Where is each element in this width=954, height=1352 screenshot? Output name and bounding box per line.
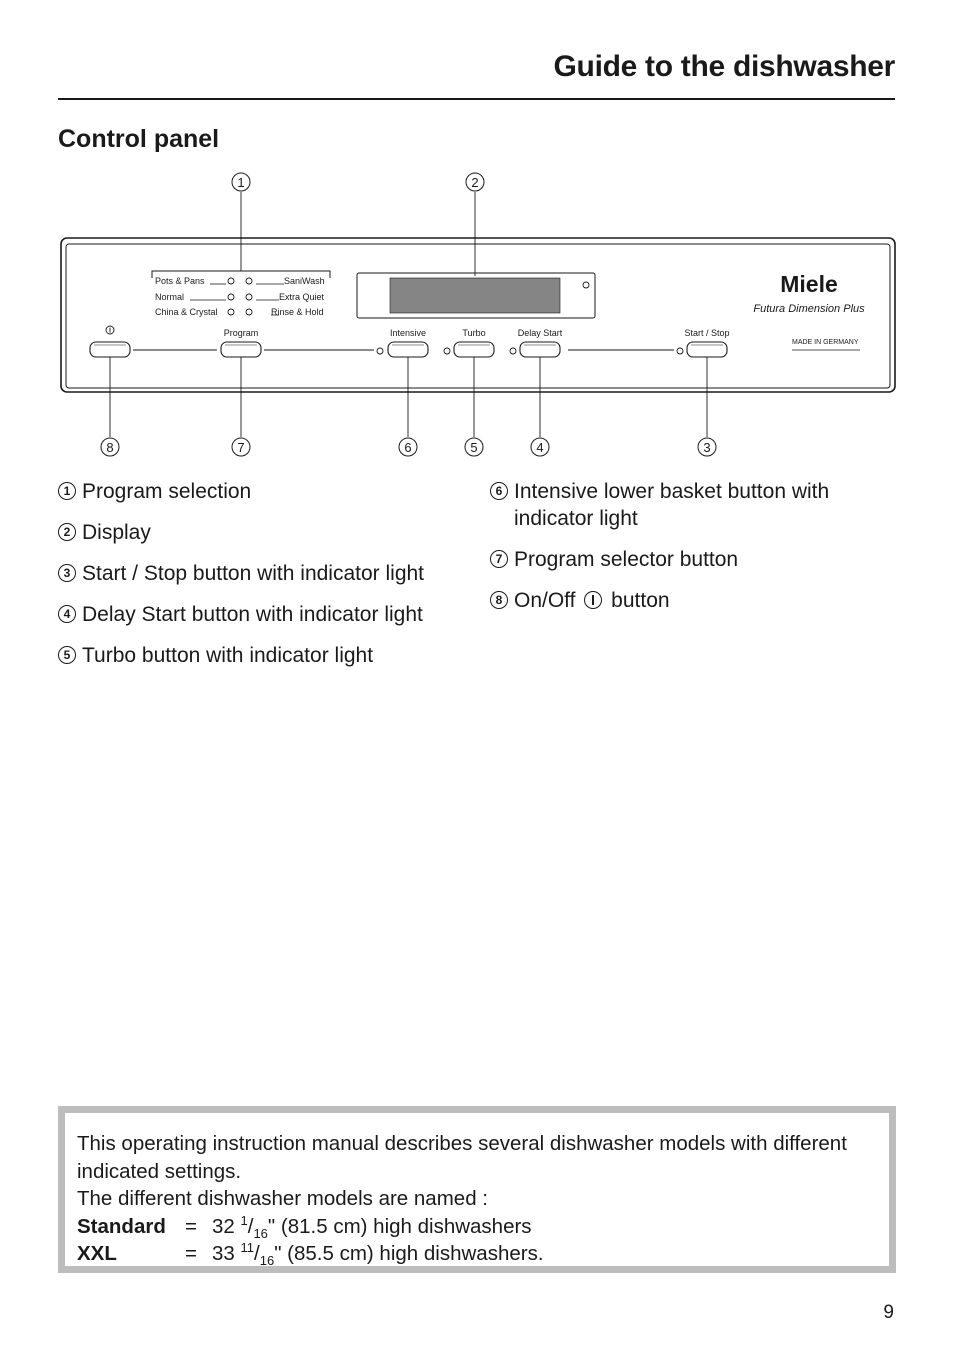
- delay-start-button-label: Delay Start: [517, 328, 563, 338]
- legend-number-badge: 7: [490, 550, 508, 568]
- delay-start-indicator-light: [510, 348, 516, 354]
- turbo-button-label: Turbo: [462, 328, 486, 338]
- note-line-2: The different dishwasher models are named :: [77, 1187, 488, 1210]
- legend-item: [58, 642, 478, 669]
- display-screen: [390, 278, 560, 313]
- callout-5: 5: [470, 440, 478, 455]
- legend-item: [58, 601, 478, 628]
- callout-1: 1: [237, 175, 245, 190]
- delay-start-button[interactable]: [520, 342, 560, 357]
- callout-8: 8: [106, 440, 114, 455]
- note-box: [58, 1106, 896, 1273]
- start-stop-button[interactable]: [687, 342, 727, 357]
- program-label-rinse-hold: Rinse & Hold: [271, 307, 324, 317]
- legend-item: [490, 587, 890, 614]
- callout-4: 4: [536, 440, 544, 455]
- fraction-denominator: 16: [259, 1253, 275, 1269]
- legend-number-badge: 6: [490, 482, 508, 500]
- legend-number-badge: 8: [490, 591, 508, 609]
- power-icon: [584, 591, 602, 609]
- legend-text: Start / Stop button with indicator light: [82, 562, 425, 585]
- note-value-standard: 32 $^1/_{16}$" (81.5 cm) high dishwashers: [212, 1212, 532, 1241]
- callout-6: 6: [404, 440, 412, 455]
- legend-number-badge: 5: [58, 646, 76, 664]
- note-content: [65, 1113, 889, 1269]
- brand-logo: Miele: [780, 271, 838, 297]
- program-selector-button[interactable]: [221, 342, 261, 357]
- display-indicator-light: [583, 282, 589, 288]
- value-whole: 33: [212, 1242, 235, 1265]
- page-number: 9: [883, 1302, 894, 1323]
- control-panel-diagram: [0, 0, 954, 480]
- series-name: Futura Dimension Plus: [753, 303, 865, 315]
- legend-text: Delay Start button with indicator light: [82, 603, 423, 626]
- program-label-china-crystal: China & Crystal: [155, 307, 218, 317]
- legend-right-column: [490, 478, 890, 628]
- legend-item: [58, 478, 478, 505]
- power-icon: [106, 326, 114, 334]
- on-off-button[interactable]: [90, 342, 130, 357]
- legend-item: [58, 560, 478, 587]
- legend-left-column: [58, 478, 478, 683]
- turbo-indicator-light: [444, 348, 450, 354]
- value-whole: 32: [212, 1214, 235, 1238]
- callout-3: 3: [703, 440, 711, 455]
- intensive-indicator-light: [377, 348, 383, 354]
- program-indicator-lights: [228, 278, 252, 315]
- program-button-label: Program: [223, 328, 259, 338]
- legend-item: [58, 519, 478, 546]
- note-key-xxl: XXL: [77, 1242, 117, 1265]
- fraction-numerator: 11: [240, 1240, 255, 1256]
- value-rest: " (81.5 cm) high dishwashers: [267, 1214, 532, 1238]
- legend-text: Turbo button with indicator light: [82, 644, 374, 667]
- note-row-standard: [77, 1213, 877, 1241]
- start-stop-indicator-light: [677, 348, 683, 354]
- legend-text-after-icon: button: [611, 589, 670, 612]
- program-label-pots-pans: Pots & Pans: [155, 276, 205, 286]
- note-value-xxl: 33 $^{11}/_{16}$" (85.5 cm) high dishwashers.: [212, 1240, 544, 1269]
- legend-text: Program selector button: [514, 548, 739, 571]
- page-title: Guide to the dishwasher: [553, 50, 895, 83]
- start-stop-button-label: Start / Stop: [684, 328, 730, 338]
- legend-number-badge: 1: [58, 482, 76, 500]
- section-heading: Control panel: [58, 125, 220, 153]
- program-label-normal: Normal: [155, 292, 185, 302]
- program-label-saniwash: SaniWash: [284, 276, 325, 286]
- made-in-label: MADE IN GERMANY: [792, 339, 859, 346]
- program-labels-left: [155, 276, 218, 317]
- legend-text-before-icon: On/Off: [514, 589, 576, 612]
- intensive-button-label: Intensive: [389, 328, 427, 338]
- legend-text: [514, 587, 670, 614]
- note-row-xxl: [77, 1240, 877, 1268]
- turbo-button[interactable]: [454, 342, 494, 357]
- fraction-numerator: 1: [240, 1212, 248, 1228]
- intensive-button[interactable]: [388, 342, 428, 357]
- program-labels-right: [271, 276, 325, 317]
- legend-number-badge: 3: [58, 564, 76, 582]
- value-rest: " (85.5 cm) high dishwashers.: [274, 1242, 544, 1265]
- callout-2: 2: [471, 175, 479, 190]
- legend-text: Program selection: [82, 480, 252, 503]
- program-label-extra-quiet: Extra Quiet: [279, 292, 325, 302]
- legend-item: [490, 546, 890, 573]
- legend-text: Display: [82, 521, 151, 544]
- fraction-denominator: 16: [253, 1225, 268, 1241]
- note-equals: =: [185, 1214, 197, 1238]
- callout-7: 7: [237, 440, 245, 455]
- legend-number-badge: 2: [58, 523, 76, 541]
- note-key-standard: Standard: [77, 1214, 166, 1238]
- note-line-1: This operating instruction manual describes several dishwasher models with different indicated settings.: [77, 1132, 847, 1183]
- legend-number-badge: 4: [58, 605, 76, 623]
- note-equals: =: [185, 1242, 197, 1265]
- legend-item: [490, 478, 890, 532]
- legend-text: Intensive lower basket button with indicator light: [514, 480, 830, 530]
